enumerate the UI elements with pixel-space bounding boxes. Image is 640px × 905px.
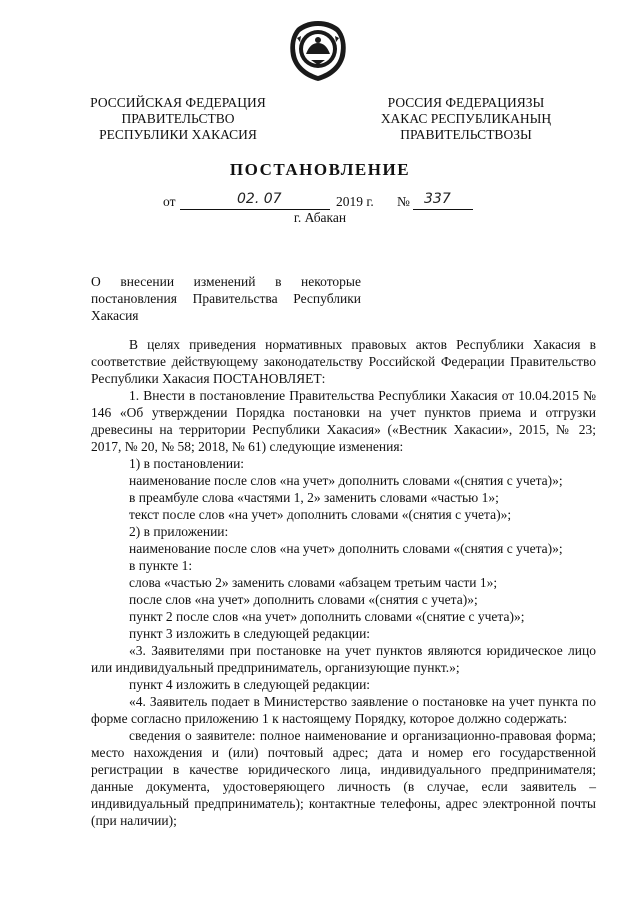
date-from-label: от (163, 194, 176, 209)
year-label: 2019 г. (336, 194, 374, 209)
paragraph-applicant-info: сведения о заявителе: полное наименование и организационно-правовая форма; место нахождения и (или) почтовый адрес; дата и номер его государственной регистрации в качестве юридического лица, индивидуального предпринимателя; данные документа, удостоверяющего личность (в случае, если заявитель – индивидуальный предприниматель); контактные телефоны, адрес электронной почты (при наличии); (91, 728, 596, 828)
city: г. Абакан (293, 210, 347, 225)
subject-line: О внесении изменений в некоторые (91, 274, 361, 289)
paragraph-line: пункт 2 после слов «на учет» дополнить словами «(снятие с учета)»; (129, 609, 525, 624)
paragraph-line: в преамбуле слова «частями 1, 2» заменить словами «частью 1»; (129, 490, 499, 505)
paragraph-line: пункт 3 изложить в следующей редакции: (129, 626, 371, 641)
document-title: ПОСТАНОВЛЕНИЕ (229, 160, 411, 179)
paragraph-line: слова «частью 2» заменить словами «абзацем третьим части 1»; (129, 575, 498, 590)
paragraph-quote-3: «3. Заявителями при постановке на учет пунктов являются юридическое лицо или индивидуальный предприниматель, организующие пункт.»; (91, 643, 596, 675)
emblem-republic-of-khakassia-icon (287, 18, 349, 84)
number-handwritten: 337 (424, 191, 451, 207)
paragraph-line: пункт 4 изложить в следующей редакции: (129, 677, 371, 692)
header-left-line: РЕСПУБЛИКИ ХАКАСИЯ (99, 127, 257, 142)
header-left (78, 95, 278, 143)
date-handwritten: 02. 07 (237, 191, 282, 207)
document-body (91, 336, 596, 829)
subject-line: постановления Правительства Республики (91, 291, 361, 306)
paragraph-line: 1) в постановлении: (129, 456, 245, 471)
paragraph-line: после слов «на учет» дополнить словами «(снятия с учета)»; (129, 592, 478, 607)
paragraph-line: 2) в приложении: (129, 524, 229, 539)
header-left-line: ПРАВИТЕЛЬСТВО (121, 111, 235, 126)
header-right-line: ХАКАС РЕСПУБЛИКАНЫҢ (380, 111, 552, 126)
paragraph-line: наименование после слов «на учет» дополнить словами «(снятия с учета)»; (129, 473, 563, 488)
paragraph-quote-4: «4. Заявитель подает в Министерство заявление о постановке на учет пункта по форме согласно приложению 1 к настоящему Порядку, которое должно содержать: (91, 694, 596, 726)
number-sign: № (397, 194, 410, 209)
header-right-line: РОССИЯ ФЕДЕРАЦИЯЗЫ (387, 95, 545, 110)
paragraph-line: наименование после слов «на учет» дополнить словами «(снятия с учета)»; (129, 541, 563, 556)
paragraph-item-1: 1. Внести в постановление Правительства Республики Хакасия от 10.04.2015 № 146 «Об утверждении Порядка постановки на учет пунктов приема и отгрузки древесины на территории Республики Хакасия» («Вестник Хакасии», 2015, № 23; 2017, № 20, № 58; 2018, № 61) следующие изменения: (91, 388, 596, 454)
subject (91, 273, 361, 324)
paragraph-line: текст после слов «на учет» дополнить словами «(снятия с учета)»; (129, 507, 512, 522)
paragraph-line: в пункте 1: (129, 558, 193, 573)
header-left-line: РОССИЙСКАЯ ФЕДЕРАЦИЯ (90, 95, 266, 110)
header-right-line: ПРАВИТЕЛЬСТВОЗЫ (400, 127, 532, 142)
header-right (366, 95, 566, 143)
paragraph-intro: В целях приведения нормативных правовых актов Республики Хакасия в соответствие действующему законодательству Российской Федерации Правительство Республики Хакасия ПОСТАНОВЛЯЕТ: (91, 337, 596, 386)
subject-line: Хакасия (91, 308, 139, 323)
